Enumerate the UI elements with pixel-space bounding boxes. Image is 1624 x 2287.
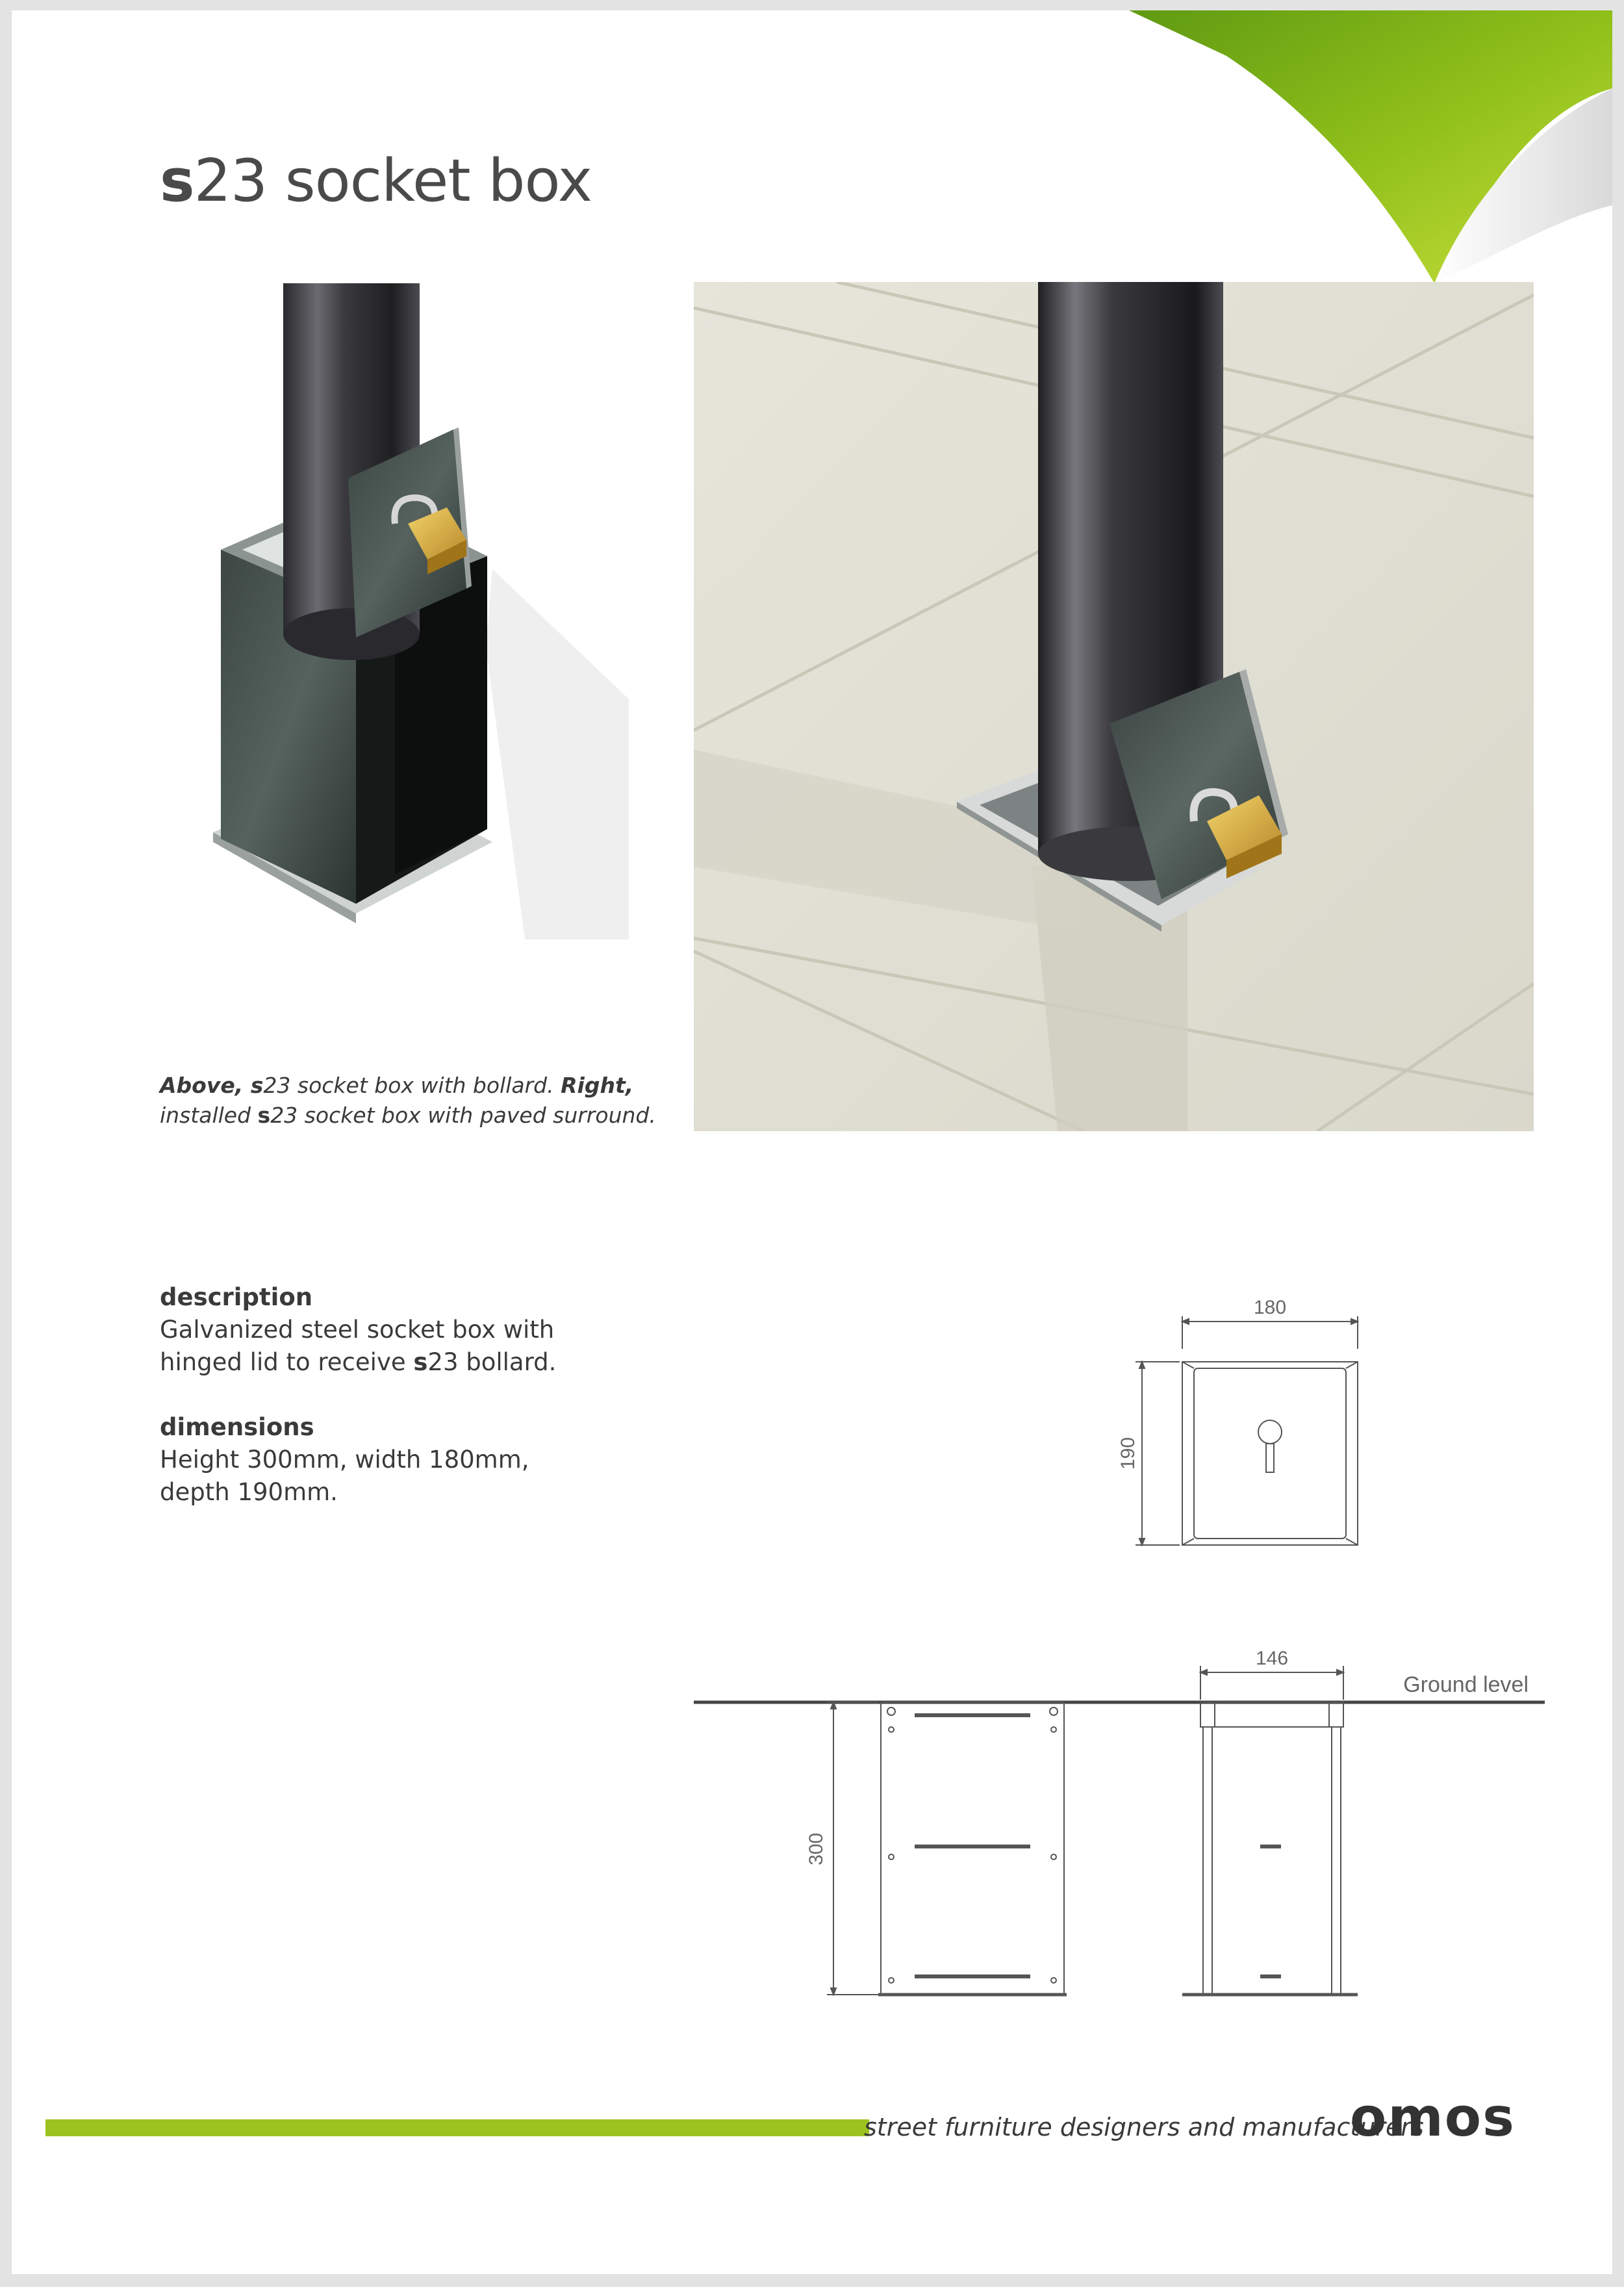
height-dimension-label: 300 — [806, 1832, 827, 1866]
image-caption: Above, s23 socket box with bollard. Right, installed s23 socket box with paved surround. — [160, 1073, 656, 1128]
technical-drawings — [694, 1277, 1545, 2025]
installed-socket-box-image — [694, 282, 1534, 1131]
omos-logo: omos — [1350, 2087, 1516, 2149]
inner-width-dimension-label: 146 — [1255, 1648, 1289, 1669]
dimensions-heading: dimensions — [160, 1413, 314, 1441]
page-title: s23 socket box — [160, 147, 592, 215]
socket-box-with-bollard-image — [161, 283, 648, 939]
footer-tagline: street furniture designers and manufacturers — [864, 2113, 1424, 2141]
footer-accent-bar — [45, 2119, 869, 2136]
dimensions-line-2: depth 190mm. — [160, 1478, 338, 1506]
description-line-1: Galvanized steel socket box with — [160, 1316, 555, 1344]
depth-dimension-label: 190 — [1117, 1437, 1139, 1470]
dimensions-line-1: Height 300mm, width 180mm, — [160, 1446, 529, 1474]
spec-sheet-page — [12, 10, 1612, 2274]
description-heading: description — [160, 1283, 313, 1311]
ground-level-label: Ground level — [1403, 1672, 1529, 1697]
product-info — [160, 1281, 679, 1509]
description-line-2: hinged lid to receive s23 bollard. — [160, 1348, 557, 1376]
plan-view-drawing — [1117, 1297, 1358, 1545]
width-dimension-label: 180 — [1253, 1297, 1287, 1318]
elevation-drawings — [694, 1648, 1545, 1995]
